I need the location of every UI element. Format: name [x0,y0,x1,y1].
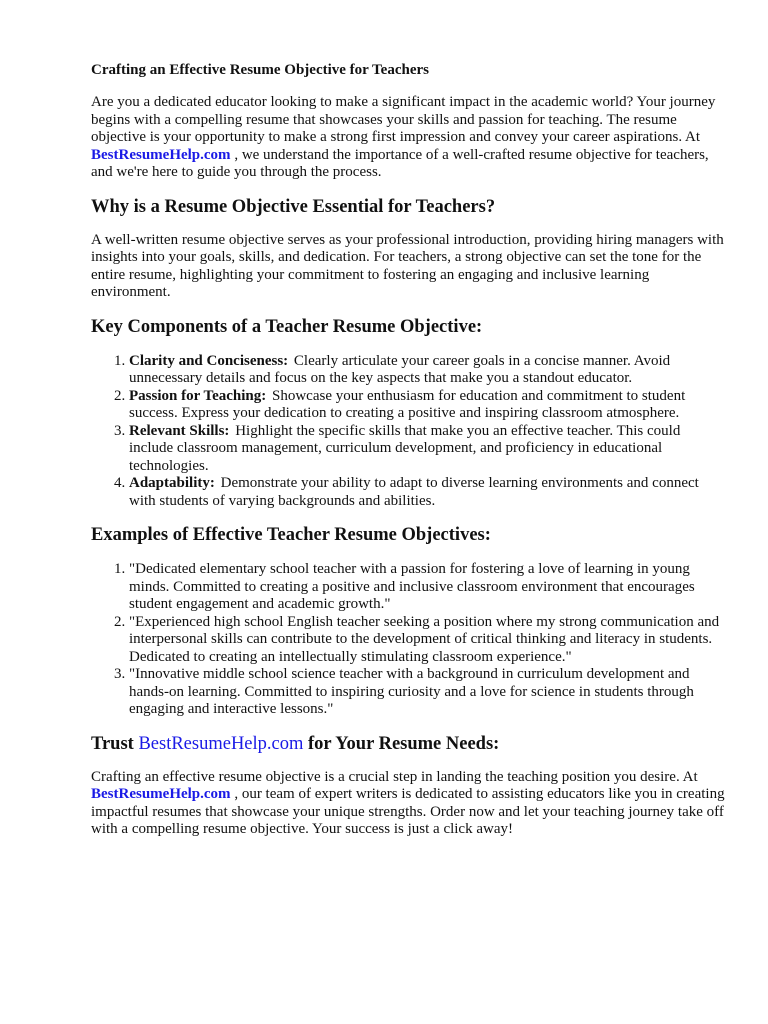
trust-text-after: , our team of expert writers is dedicated to assisting educators like you in creating impactful resumes that showcase your unique strengths. Order now and let your teaching journey take off with a compelling resume objective. Your success is just a click away! [91,786,725,837]
list-item: 2. "Experienced high school English teacher seeking a position where my strong communication and interpersonal skills can contribute to the development of critical thinking and literacy in students. Dedicated to creating an intellectually stimulating classroom experience." [129,614,728,667]
list-item-text: Clearly articulate your career goals in a concise manner. Avoid unnecessary details and focus on the key aspects that make you a standout educator. [129,352,671,386]
examples-heading: Examples of Effective Teacher Resume Objectives: [91,525,491,545]
intro-text-before: Are you a dedicated educator looking to make a significant impact in the academic world? Your journey begins with a compelling resume that showcases your skills and passion for teaching. The resume objective is your opportunity to make a strong first impression and convey your career aspirations. At [91,94,716,145]
trust-bestresumehelp-link[interactable]: BestResumeHelp.com [91,786,231,802]
trust-text-before: Crafting an effective resume objective is a crucial step in landing the teaching position you desire. At [91,768,698,785]
why-paragraph: A well-written resume objective serves as your professional introduction, providing hiring managers with insights into your goals, skills, and dedication. For teachers, a strong objective can set the tone for the entire resume, highlighting your commitment to fostering an engaging and inclusive learning environment. [91,231,724,300]
why-heading: Why is a Resume Objective Essential for Teachers? [91,196,496,217]
list-item-text: Highlight the specific skills that make you an effective teacher. This could include classroom management, curriculum development, and proficiency in educational technologies. [129,422,681,474]
document-title: Crafting an Effective Resume Objective for Teachers [91,62,429,78]
list-item-label: Passion for Teaching: [129,387,267,404]
trust-paragraph [91,769,728,839]
trust-heading-after: for Your Resume Needs: [303,733,500,754]
trust-heading [91,733,728,755]
list-item [129,423,728,476]
key-components-heading: Key Components of a Teacher Resume Objective: [91,316,483,337]
intro-text-after: , we understand the importance of a well-crafted resume objective for teachers, and we're here to guide you through the process. [91,146,709,180]
intro-bestresumehelp-link[interactable]: BestResumeHelp.com [91,146,231,163]
list-item [129,388,728,423]
examples-list [91,561,728,719]
list-item: 3. "Innovative middle school science teacher with a background in curriculum development and hands-on learning. Committed to inspiring curiosity and a love for science in students through engaging and interactive lessons." [129,666,728,719]
list-item: 1. "Dedicated elementary school teacher with a passion for fostering a love of learning in young minds. Committed to creating a positive and inclusive classroom environment that encourages student engagement and academic growth." [129,561,728,614]
list-item [129,353,728,388]
list-item-text: Demonstrate your ability to adapt to diverse learning environments and connect with students of varying backgrounds and abilities. [129,475,699,509]
list-item-label: Clarity and Conciseness: [129,352,289,369]
trust-heading-bestresumehelp-link[interactable]: BestResumeHelp.com [138,733,304,754]
intro-paragraph [91,94,728,182]
trust-heading-before: Trust [91,733,139,754]
key-components-list [91,353,728,511]
list-item-text: Showcase your enthusiasm for education and commitment to student success. Express your dedication to creating a positive and inspiring classroom atmosphere. [129,387,686,421]
list-item-label: Adaptability: [129,475,215,491]
list-item-label: Relevant Skills: [129,422,230,439]
list-item [129,475,728,510]
